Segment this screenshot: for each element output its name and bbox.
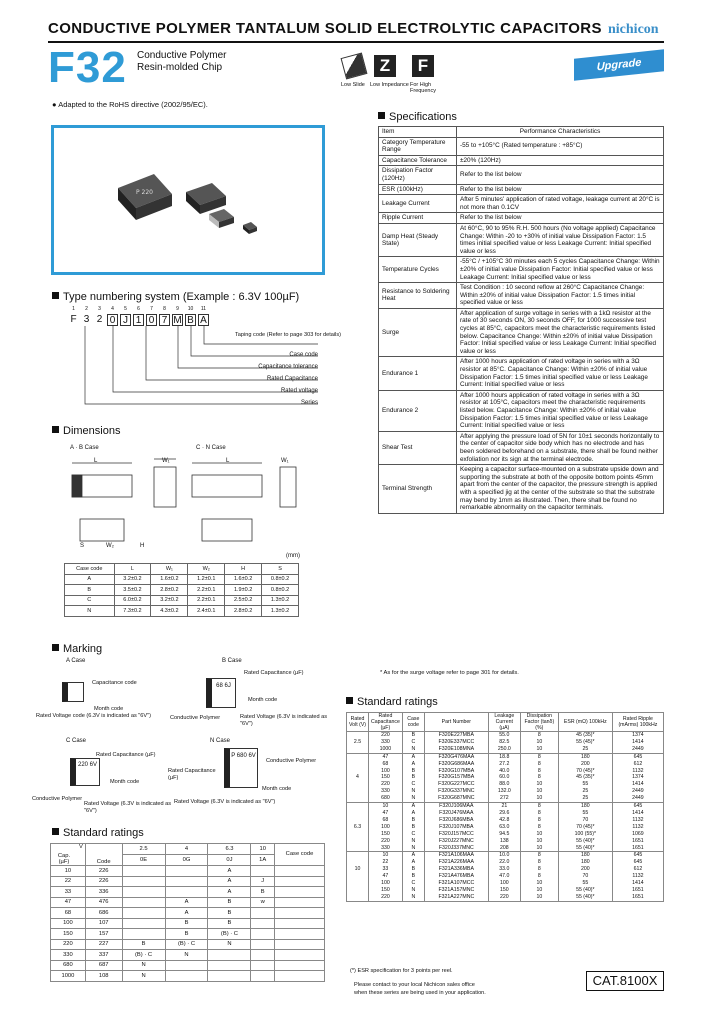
table-row: 1000 108 N: [51, 971, 325, 982]
table-row: 150 N F321A157MNC 150 10 55 (40)* 1651: [347, 887, 664, 894]
label-rated-cap: Rated Capacitance: [266, 376, 318, 382]
dimensions-table: Case code L W₁ W₂ H S A 3.2±0.2 1.6±0.2 1.2±0.1 1.6±0.2 0.8±0.2 B 3.5±0.2 2.8±0.2 2.2±0.1 1.9±0.2 0.8±0.2 C 6.0±0.2 3.2±0.2 2.2±0.1 2.5±0.2 1.3±0.2 N 7.3±0.2 4.3±0.2 2.4±0.1 2.8±0.2 1.3±0.2: [64, 563, 299, 617]
table-row: 4 150 B F320G157MBA 60.0 8 45 (35)* 1374: [347, 774, 664, 781]
std-footnote: (*) ESR specification for 3 points per reel.: [350, 968, 453, 974]
c-label-month: Month code: [110, 779, 140, 785]
b-label-month: Month code: [248, 697, 278, 703]
dim-w1b-label: W₁: [281, 458, 289, 464]
n-label-voltage: Rated Voltage (6.3V is indicated as "6V"): [174, 799, 276, 805]
ab-case-label: A · B Case: [70, 445, 99, 451]
dim-s-label: S: [80, 543, 85, 549]
dim-unit: (mm): [286, 553, 300, 559]
n-case-chip: P 680 6V: [224, 748, 258, 788]
specifications-table: Item Performance Characteristics Category Temperature Range -55 to +105°C (Rated temperature : +85°C) Capacitance Tolerance ±20% (120Hz) Dissipation Factor (120Hz) Refer to the list below ESR (100kHz) Refer to the list below Leakage Current After 5 minutes' application of rated voltage, leakage current at 20°C is not more than 0.1CV Ripple Current Refer to the list below Damp Heat (Steady State) At 60°C, 90 to 95% R.H. 500 hours (No voltage applied) Capacitance Change: Within -20 to +30% of initial value Dissipation Factor: 1.5 times initial specified value or less Leakage Current: Initial specified value or less Temperature Cycles -55°C / +105°C 30 minutes each 5 cycles Capacitance Change: Within ±20% of initial value Dissipation Factor: Initial specified value or less Leakage Current: Initial specified value or less Resistance to Soldering Heat Test Condition : 10 second reflow at 260°C Capacitance Change: Within ±20% of initial value Dissipation Factor: 1.5 times initial specified value or less Surge After application of surge voltage in series with a 1kΩ resistor at the rate of 30 seconds ON, 30 seconds OFF, for 1000 successive test cycles at 85°C, capacitors meet the characteristic requirements listed below. Capacitance Change: Within ±20% of initial value Dissipation Factor: Initial specified value or less Leakage Current: Initial specified value or less Endurance 1 After 1000 hours application of rated voltage in series with a 3Ω resistor at 85°C. Capacitance Change: Within ±20% of initial value Dissipation Factor: 1.5 times initial specified value or less Leakage Current: Initial specified value or less Endurance 2 After 1000 hours application of rated voltage in series with a 3Ω resistor at 105°C, capacitors meet the characteristic requirements listed below. Capacitance Change: Within ±20% of initial value Dissipation Factor: 1.5 times initial specified value or less Leakage Current: Initial specified value or less Shear Test After applying the pressure load of 5N for 10±1 seconds horizontally to the center of capacitor side body which has no electrode and has been soldered beforehand on a substrate, there shall be found neither exfoliation nor its sign at the terminal electrode. Terminal Strength Keeping a capacitor surface-mounted on a substrate upside down and supporting the substrate at both of the opposite bottom points 45mm apart from the center of the capacitor, the pressure strength is applied with a specified jig at the center of the substrate so that the substrate may bend by 1mm as illustrated. Then, there shall be found no remarkable abnormality on the capacitor terminals.: [378, 126, 664, 514]
svg-text:P 220: P 220: [136, 189, 153, 196]
icon3-label: For High Frequency: [410, 82, 436, 94]
table-row: 10 A F320J106MAA 21 8 180 645: [347, 803, 664, 810]
dim-l2-label: L: [226, 458, 230, 464]
subtitle-2: Resin-molded Chip: [137, 62, 223, 73]
dim-l-label: L: [94, 458, 98, 464]
table-row: 680 687 N: [51, 960, 325, 971]
subtitle-1: Conductive Polymer: [137, 50, 227, 61]
table-row: 220 227 B (B) · C N: [51, 939, 325, 950]
b-case-chip: 68 6J: [206, 678, 236, 708]
table-row: 22 226 A J: [51, 876, 325, 887]
b-label-polymer: Conductive Polymer: [170, 715, 221, 721]
upgrade-badge: Upgrade: [574, 49, 664, 80]
marking-heading: Marking: [52, 643, 102, 655]
std-left-table: V Cap. (µF) Code 2.5 4 6.3 10 Case code 0E 0G 0J 1A 10 226 A 22 226 A J 33 336 A B 47 476 A B w 68 686 A B 100 107 B B 150 157 B (B) · C 220 227 B (B) · C N 330 337 (B) · C N 680 687 N 1000 108 N: [50, 843, 325, 982]
high-frequency-icon: F: [412, 55, 434, 77]
b-label-voltage: Rated Voltage (6.3V is indicated as "6V"): [240, 714, 328, 727]
table-row: 220 C F320G227MCC 88.0 10 55 1414: [347, 781, 664, 788]
numbering-positions: 1 2 3 4 5 6 7 8 9 10 11: [72, 306, 207, 312]
c-label-polymer: Conductive Polymer: [32, 796, 83, 802]
table-row: 47 A F320G476MAA 18.8 8 180 645: [347, 753, 664, 760]
a-label-cap: Capacitance code: [92, 680, 137, 686]
table-row: Shear Test After applying the pressure load of 5N for 10±1 seconds horizontally to the center of capacitor side body which has no electrode and has been soldered beforehand on a substrate, there shall be found neither exfoliation nor its sign at the terminal electrode.: [379, 431, 664, 464]
brand-logo: nichicon: [608, 22, 659, 37]
a-label-voltage: Rated Voltage code (6.3V is indicated as "6V"): [36, 713, 151, 719]
table-row: 68 686 A B: [51, 908, 325, 919]
table-row: Dissipation Factor (120Hz) Refer to the list below: [379, 166, 664, 184]
numbering-chars: F 3 2 0 J 1 0 7 M B A: [68, 314, 209, 326]
b-label-cap: Rated Capacitance (µF): [244, 670, 304, 676]
table-row: 220 N F321A227MNC 220 10 55 (40)* 1651: [347, 894, 664, 901]
table-row: 47 476 A B w: [51, 897, 325, 908]
table-row: Resistance to Soldering Heat Test Condition : 10 second reflow at 260°C Capacitance Change: Within ±20% of initial value Dissipation Factor: 1.5 times initial specified value or less: [379, 283, 664, 309]
dim-h-label: H: [140, 543, 145, 549]
table-row: 330 N F320G337MNC 132.0 10 25 2449: [347, 788, 664, 795]
table-row: 100 107 B B: [51, 918, 325, 929]
table-row: 680 N F320G687MNC 272 10 25 2449: [347, 795, 664, 802]
table-row: 10 A F321A106MAA 10.0 8 180 645: [347, 852, 664, 859]
contact-note-2: when these series are being used in your application.: [354, 990, 486, 996]
a-case-chip: [62, 682, 84, 702]
table-row: Endurance 2 After 1000 hours application of rated voltage in series with a 3Ω resistor at 105°C, capacitors meet the characteristic requirements listed below. Capacitance Change: Within ±20% of initial value Dissipation Factor: 1.5 times initial specified value or less Leakage Current: Initial specified value or less: [379, 390, 664, 431]
table-row: 68 B F320J686MBA 42.8 8 70 1132: [347, 817, 664, 824]
product-photo: [51, 125, 325, 275]
table-row: 100 C F321A107MCC 100 10 55 1414: [347, 880, 664, 887]
table-row: C 6.0±0.2 3.2±0.2 2.2±0.1 2.5±0.2 1.3±0.2: [65, 595, 299, 606]
c-case-chip: 220 6V: [70, 758, 100, 786]
header-rule: [48, 41, 664, 43]
table-row: Endurance 1 After 1000 hours application of rated voltage in series with a 3Ω resistor at 85°C. Capacitance Change: Within ±20% of initial value Dissipation Factor: 1.5 times initial specified value or less Leakage Current: Initial specified value or less: [379, 357, 664, 390]
a-label-month: Month code: [94, 706, 124, 712]
table-row: 100 B F320G107MBA 40.0 8 70 (45)* 1132: [347, 768, 664, 775]
label-cap-tolerance: Capacitance tolerance: [258, 364, 318, 370]
table-row: 220 N F320J227MNC 138 10 55 (40)* 1651: [347, 838, 664, 845]
dimensions-heading: Dimensions: [52, 425, 120, 437]
std-right-heading: Standard ratings: [346, 696, 438, 708]
low-impedance-icon: Z: [374, 55, 396, 77]
std-right-table: Rated Volt (V) Rated Capacitance (µF) Case code Part Number Leakage Current (µA) Dissipation Factor (tanδ)(%) ESR (mΩ) 100kHz Rated Ripple (mArms) 100kHz 220 B F320E227MBA 55.0 8 45 (35)* 1374 2.5 330 C F320E337MCC 82.5 10 55 (45)* 1414 1000 N F320E108MNA 250.0 10 25 2449 47 A F320G476MAA 18.8 8 180 645 68 A F320G686MAA 27.2 8 200 612 100 B F320G107MBA 40.0 8 70 (45)* 1132 4 150 B F320G157MBA 60.0 8 45 (35)* 1374 220 C F320G227MCC 88.0 10 55 1414 330 N F320G337MNC 132.0 10 25 2449 680 N F320G687MNC 272 10 25 2449 10 A F320J106MAA 21 8 180 645 47 A F320J476MAA 29.6 8 55 1414 68 B F320J686MBA 42.8 8 70 1132 6.3 100 B F320J107MBA 63.0 8 70 (45)* 1132 150 C F320J157MCC 94.5 10 100 (55)* 1069 220 N F320J227MNC 138 10 55 (40)* 1651 330 N F320J337MNC 208 10 55 (40)* 1651 10 A F321A106MAA 10.0 8 180 645 22 A F321A226MAA 22.0 8 180 645 10 33 B F321A336MBA 33.0 8 200 612 47 B F321A476MBA 47.0 8 70 1132 100 C F321A107MCC 100 10 55 1414 150 N F321A157MNC 150 10 55 (40)* 1651 220 N F321A227MNC 220 10 55 (40)* 1651: [346, 712, 664, 902]
n-label-polymer: Conductive Polymer: [266, 758, 317, 764]
table-row: Terminal Strength Keeping a capacitor surface-mounted on a substrate upside down and supporting the substrate at both of the opposite bottom points 45mm apart from the center of the capacitor, the pressure strength is applied with a specified jig at the center of the substrate so that the substrate may bend by 1mm as illustrated. Then, there shall be found no remarkable abnormality on the capacitor terminals.: [379, 465, 664, 514]
table-row: 68 A F320G686MAA 27.2 8 200 612: [347, 761, 664, 768]
n-label-cap: Rated Capacitance (µF): [168, 768, 216, 781]
table-row: 1000 N F320E108MNA 250.0 10 25 2449: [347, 746, 664, 753]
c-label-cap: Rated Capacitance (µF): [96, 752, 156, 758]
table-row: 33 336 A B: [51, 887, 325, 898]
table-row: 2.5 330 C F320E337MCC 82.5 10 55 (45)* 1414: [347, 739, 664, 746]
n-case-label: N Case: [210, 738, 231, 744]
table-row: 6.3 100 B F320J107MBA 63.0 8 70 (45)* 1132: [347, 824, 664, 831]
table-row: Leakage Current After 5 minutes' application of rated voltage, leakage current at 20°C is not more than 0.1CV: [379, 195, 664, 213]
dimension-drawings: [62, 455, 302, 555]
icon1-label: Low Slide: [341, 82, 365, 88]
table-row: 330 N F320J337MNC 208 10 55 (40)* 1651: [347, 845, 664, 852]
table-row: N 7.3±0.2 4.3±0.2 2.4±0.1 2.8±0.2 1.3±0.2: [65, 606, 299, 617]
c-case-label: C Case: [66, 738, 87, 744]
label-taping-code: Taping code (Refer to page 303 for details): [235, 332, 342, 338]
table-row: 220 B F320E227MBA 55.0 8 45 (35)* 1374: [347, 732, 664, 739]
table-row: Capacitance Tolerance ±20% (120Hz): [379, 155, 664, 166]
numbering-heading: Type numbering system (Example : 6.3V 100µF): [52, 291, 299, 303]
table-row: A 3.2±0.2 1.6±0.2 1.2±0.1 1.6±0.2 0.8±0.2: [65, 574, 299, 585]
c-label-voltage: Rated Voltage (6.3V is indicated as "6V"): [84, 801, 172, 814]
label-series: Series: [300, 400, 318, 406]
table-row: 150 C F320J157MCC 94.5 10 100 (55)* 1069: [347, 831, 664, 838]
table-row: Damp Heat (Steady State) At 60°C, 90 to 95% R.H. 500 hours (No voltage applied) Capacitance Change: Within -20 to +30% of initial value Dissipation Factor: 1.5 times initial specified value or less Leakage Current: Initial specified value or less: [379, 223, 664, 256]
series-name: F32: [48, 43, 127, 92]
contact-note-1: Please contact to your local Nichicon sales office: [354, 982, 475, 988]
table-row: Surge After application of surge voltage in series with a 1kΩ resistor at the rate of 30 seconds ON, 30 seconds OFF, for 1000 successive test cycles at 85°C, capacitors meet the characteristic requirements listed below. Capacitance Change: Within ±20% of initial value Dissipation Factor: Initial specified value or less Leakage Current: Initial specified value or less: [379, 308, 664, 357]
a-case-label: A Case: [66, 658, 86, 664]
low-profile-icon: [341, 53, 368, 80]
table-row: 150 157 B (B) · C: [51, 929, 325, 940]
label-rated-voltage: Rated voltage: [280, 388, 318, 394]
dim-w2-label: W₂: [106, 543, 114, 549]
n-label-month: Month code: [262, 786, 292, 792]
page-title: CONDUCTIVE POLYMER TANTALUM SOLID ELECTROLYTIC CAPACITORS: [48, 20, 602, 37]
table-row: Category Temperature Range -55 to +105°C (Rated temperature : +85°C): [379, 137, 664, 155]
table-row: 330 337 (B) · C N: [51, 950, 325, 961]
specs-note: * As for the surge voltage refer to page 301 for details.: [380, 670, 519, 676]
table-row: B 3.5±0.2 2.8±0.2 2.2±0.1 1.9±0.2 0.8±0.2: [65, 585, 299, 596]
specs-heading: Specifications: [378, 111, 457, 123]
std-left-heading: Standard ratings: [52, 827, 144, 839]
icon2-label: Low Impedance: [370, 82, 409, 88]
rohs-note: ● Adapted to the RoHS directive (2002/95/EC).: [52, 100, 208, 109]
table-row: Temperature Cycles -55°C / +105°C 30 minutes each 5 cycles Capacitance Change: Within ±20% of initial value Dissipation Factor: Initial specified value or less Leakage Current: Initial specified value or less: [379, 257, 664, 283]
dim-w1-label: W₁: [162, 458, 170, 464]
cn-case-label: C · N Case: [196, 445, 226, 451]
table-row: ESR (100kHz) Refer to the list below: [379, 184, 664, 195]
table-row: 22 A F321A226MAA 22.0 8 180 645: [347, 859, 664, 866]
catalog-number: CAT.8100X: [586, 971, 664, 991]
table-row: 10 226 A: [51, 866, 325, 877]
table-row: 47 A F320J476MAA 29.6 8 55 1414: [347, 810, 664, 817]
table-row: 10 33 B F321A336MBA 33.0 8 200 612: [347, 866, 664, 873]
table-row: Ripple Current Refer to the list below: [379, 213, 664, 224]
table-row: 47 B F321A476MBA 47.0 8 70 1132: [347, 873, 664, 880]
b-case-label: B Case: [222, 658, 242, 664]
label-case-code: Case code: [289, 352, 318, 358]
